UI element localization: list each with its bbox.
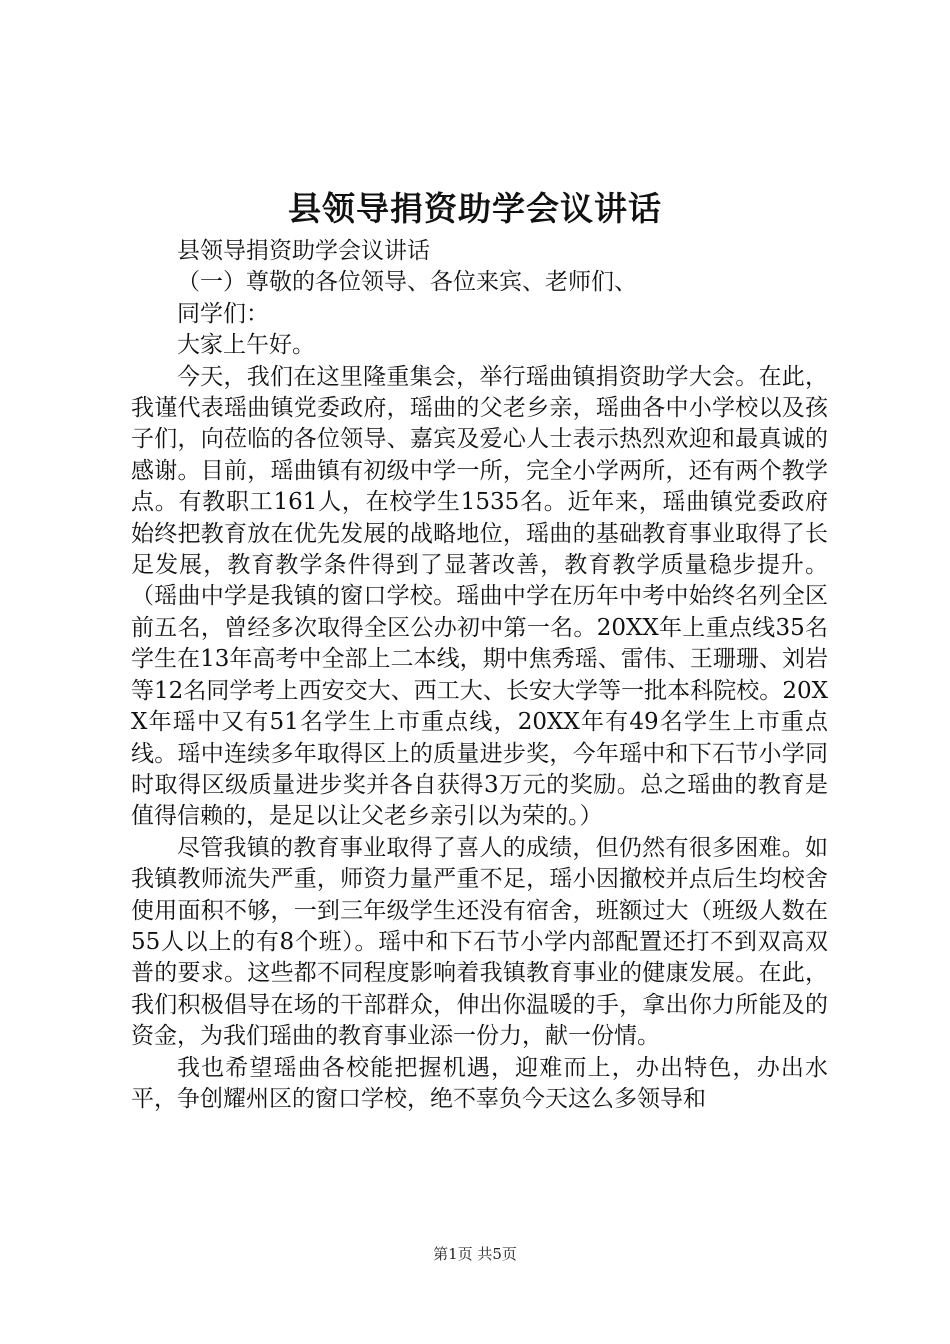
paragraph-salutation-cont: 同学们：	[177, 300, 269, 327]
document-title: 县领导捐资助学会议讲话	[288, 189, 662, 228]
paragraph-greeting: 大家上午好。	[177, 332, 315, 359]
paragraph-achievements: 今天，我们在这里隆重集会，举行瑶曲镇捐资助学大会。在此，我谨代表瑶曲镇党委政府，瑶曲的父老乡亲，瑶曲各中小学校以及孩子们，向莅临的各位领导、嘉宾及爱心人士表示热烈欢迎和最真诚的感谢。目前，瑶曲镇有初级中学一所，完全小学两所，还有两个教学点。有教职工161人，在校学生1535名。近年来，瑶曲镇党委政府始终把教育放在优先发展的战略地位，瑶曲的基础教育事业取得了长足发展，教育教学条件得到了显著改善，教育教学质量稳步提升。（瑶曲中学是我镇的窗口学校。瑶曲中学在历年中考中始终名列全区前五名，曾经多次取得全区公办初中第一名。20XX年上重点线35名学生在13年高考中全部上二本线，期中焦秀瑶、雷伟、王珊珊、刘岩等12名同学考上西安交大、西工大、长安大学等一批本科院校。20XX年瑶中又有51名学生上市重点线，20XX年有49名学生上市重点线。瑶中连续多年取得区上的质量进步奖，今年瑶中和下石节小学同时取得区级质量进步奖并各自获得3万元的奖励。总之瑶曲的教育是值得信赖的，是足以让父老乡亲引以为荣的。）	[131, 363, 828, 830]
paragraph-subtitle: 县领导捐资助学会议讲话	[177, 238, 430, 264]
document-body	[131, 236, 828, 1115]
paragraph-difficulties: 尽管我镇的教育事业取得了喜人的成绩，但仍然有很多困难。如我镇教师流失严重，师资力量严重不足，瑶小因撤校并点后生均校舍使用面积不够，一到三年级学生还没有宿舍，班额过大（班级人数在55人以上的有8个班）。瑶中和下石节小学内部配置还打不到双高双普的要求。这些都不同程度影响着我镇教育事业的健康发展。在此，我们积极倡导在场的干部群众，伸出你温暖的手，拿出你力所能及的资金，为我们瑶曲的教育事业添一份力，献一份情。	[131, 834, 828, 1050]
page-footer: 第1页 共5页	[433, 1245, 517, 1263]
paragraph-hopes: 我也希望瑶曲各校能把握机遇，迎难而上，办出特色，办出水平，争创耀州区的窗口学校，绝不辜负今天这么多领导和	[131, 1054, 828, 1112]
paragraph-salutation: （一）尊敬的各位领导、各位来宾、老师们、	[177, 269, 637, 296]
